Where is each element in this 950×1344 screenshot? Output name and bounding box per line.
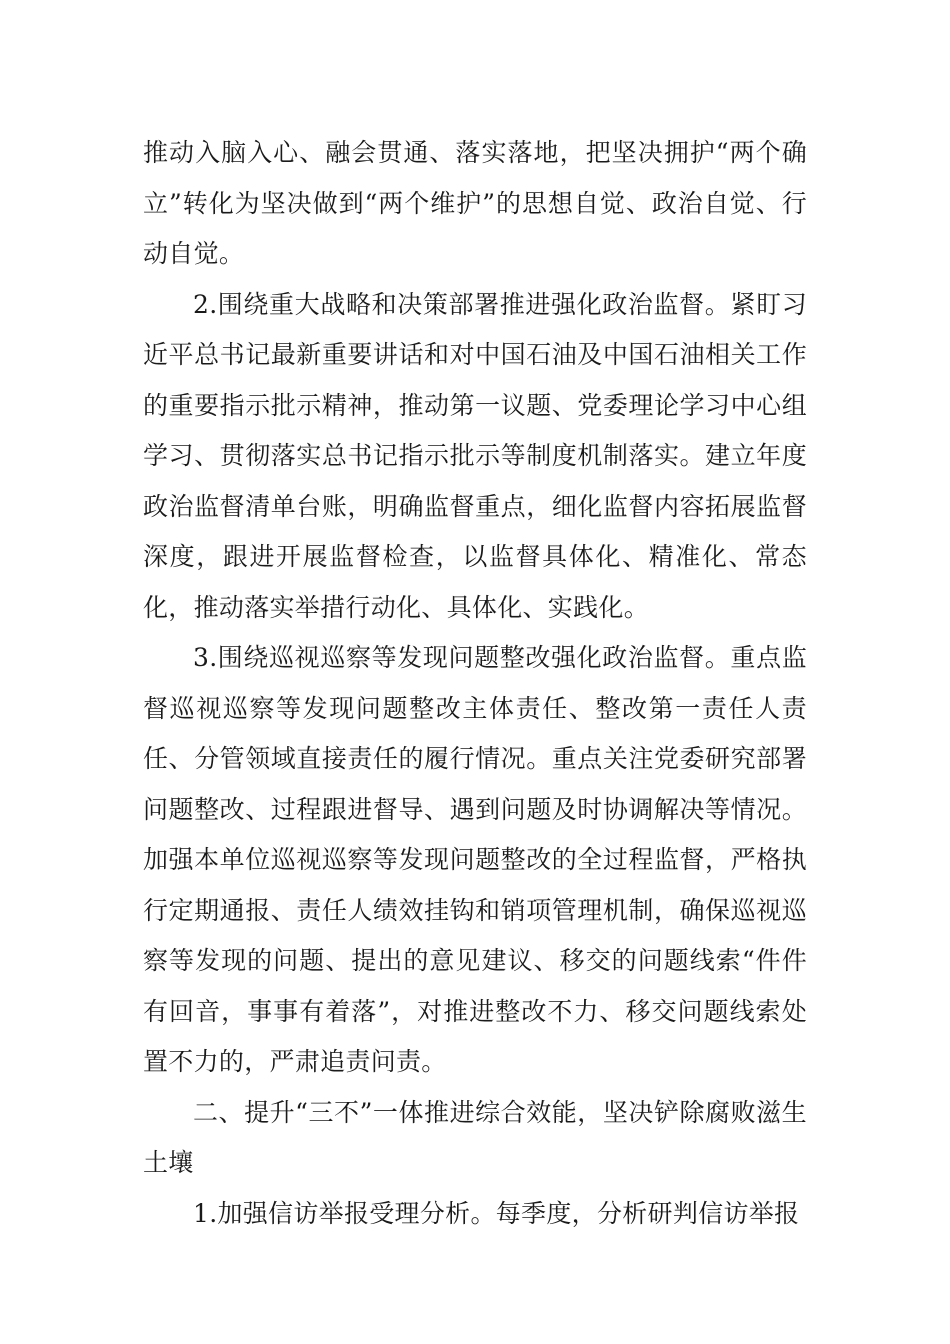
document-body <box>143 128 807 1239</box>
paragraph-petition-reporting: 1.加强信访举报受理分析。每季度，分析研判信访举报 <box>193 1198 800 1228</box>
paragraph-political-supervision-strategy: 2.围绕重大战略和决策部署推进强化政治监督。紧盯习近平总书记最新重要讲话和对中国石油及中国石油相关工作的重要指示批示精神，推动第一议题、党委理论学习中心组学习、贯彻落实总书记指示批示等制度机制落实。建立年度政治监督清单台账，明确监督重点，细化监督内容拓展监督深度，跟进开展监督检查，以监督具体化、精准化、常态化，推动落实举措行动化、具体化、实践化。 <box>143 289 807 622</box>
section-heading-three-nots: 二、提升“三不”一体推进综合效能，坚决铲除腐败滋生土壤 <box>143 1097 807 1177</box>
paragraph-inspection-rectification: 3.围绕巡视巡察等发现问题整改强化政治监督。重点监督巡视巡察等发现问题整改主体责任、整改第一责任人责任、分管领域直接责任的履行情况。重点关注党委研究部署问题整改、过程跟进督导、遇到问题及时协调解决等情况。加强本单位巡视巡察等发现问题整改的全过程监督，严格执行定期通报、责任人绩效挂钩和销项管理机制，确保巡视巡察等发现的问题、提出的意见建议、移交的问题线索“件件有回音，事事有着落”，对推进整改不力、移交问题线索处置不力的，严肃追责问责。 <box>143 643 807 1076</box>
paragraph-continuation: 推动入脑入心、融会贯通、落实落地，把坚决拥护“两个确立”转化为坚决做到“两个维护”的思想自觉、政治自觉、行动自觉。 <box>143 138 807 268</box>
